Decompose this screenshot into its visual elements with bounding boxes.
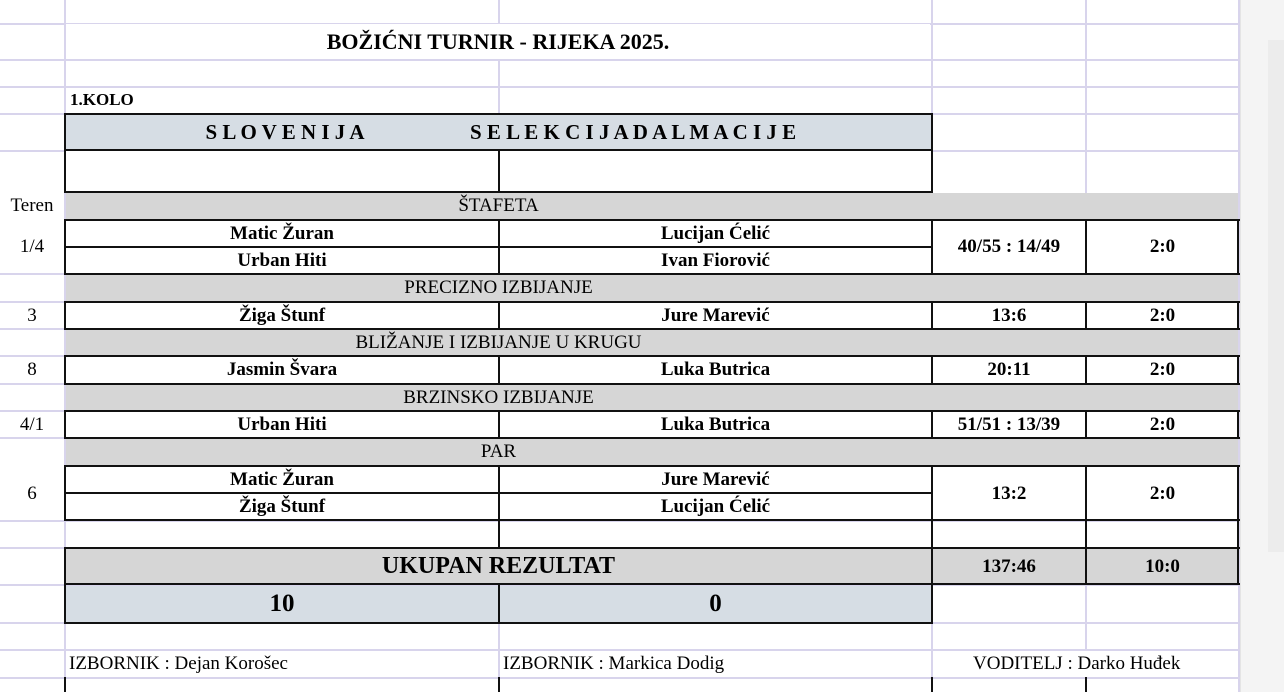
scrollbar[interactable] (1268, 40, 1284, 552)
table-border (498, 677, 500, 692)
table-border (498, 219, 500, 275)
home-player: Matic Žuran (66, 467, 498, 492)
table-border (1237, 355, 1239, 385)
table-border (931, 219, 933, 275)
away-total: 0 (500, 586, 931, 622)
match-score: 13:6 (933, 303, 1085, 328)
home-player: Matic Žuran (66, 221, 498, 246)
table-border (64, 301, 66, 330)
table-border (64, 273, 1240, 275)
total-score: 137:46 (933, 549, 1085, 584)
discipline-name: PRECIZNO IZBIJANJE (404, 277, 593, 298)
teren-label: Teren (0, 193, 64, 219)
teren-value: 3 (0, 303, 64, 328)
table-border (931, 301, 933, 330)
table-border (64, 547, 1240, 549)
home-coach: IZBORNIK : Dejan Korošec (66, 651, 496, 677)
match-points: 2:0 (1087, 467, 1238, 520)
table-border (1237, 410, 1239, 439)
match-points: 2:0 (1087, 221, 1238, 273)
home-player: Jasmin Švara (66, 357, 498, 383)
away-player: Luka Butrica (500, 412, 931, 437)
table-border (1085, 301, 1087, 330)
table-border (64, 301, 1240, 303)
table-border (1237, 301, 1239, 330)
teren-value: 6 (0, 467, 64, 520)
table-border (64, 519, 1240, 521)
table-border (931, 677, 933, 692)
grid-line (1238, 0, 1240, 692)
teren-value: 4/1 (0, 412, 64, 437)
table-border (64, 583, 1240, 585)
table-border (498, 301, 500, 330)
home-total: 10 (66, 586, 498, 622)
match-score: 51/51 : 13/39 (933, 412, 1085, 437)
match-score: 20:11 (933, 357, 1085, 383)
teren-value: 1/4 (0, 221, 64, 273)
table-border (1085, 677, 1087, 692)
table-border (64, 219, 66, 275)
table-border (64, 410, 1240, 412)
discipline-name: BRZINSKO IZBIJANJE (403, 386, 594, 408)
match-points: 2:0 (1087, 303, 1238, 328)
home-team-name: S L O V E N I J A (205, 119, 365, 144)
table-border (64, 355, 1240, 357)
table-border (498, 465, 500, 549)
table-border (64, 465, 66, 521)
table-border (64, 219, 1240, 221)
table-border (498, 355, 500, 385)
table-border (1085, 219, 1087, 275)
table-border (64, 677, 66, 692)
total-points: 10:0 (1087, 549, 1238, 584)
grid-line (0, 677, 1240, 679)
table-border (498, 149, 500, 193)
table-border (931, 355, 933, 385)
table-border (498, 583, 500, 624)
match-score: 13:2 (933, 467, 1085, 520)
grid-line (0, 59, 1240, 61)
away-player: Ivan Fiorović (500, 248, 931, 273)
home-player: Urban Hiti (66, 248, 498, 273)
away-team-name: S E L E K C I J A D A L M A C I J E (470, 119, 797, 144)
home-player: Žiga Štunf (66, 303, 498, 328)
table-border (931, 410, 933, 439)
table-border (64, 328, 1240, 330)
table-border (931, 113, 933, 193)
match-points: 2:0 (1087, 412, 1238, 437)
home-player: Žiga Štunf (66, 494, 498, 519)
table-border (64, 410, 66, 439)
table-border (1085, 410, 1087, 439)
table-border (931, 465, 933, 624)
referee: VODITELJ : Darko Huđek (933, 651, 1238, 677)
table-border (1237, 219, 1239, 275)
table-border (64, 547, 66, 624)
discipline-name: ŠTAFETA (458, 195, 539, 216)
match-score: 40/55 : 14/49 (933, 221, 1085, 273)
away-player: Luka Butrica (500, 357, 931, 383)
teren-value: 8 (0, 357, 64, 383)
table-border (64, 113, 933, 115)
table-border (64, 465, 1240, 467)
discipline-name: PAR (480, 441, 517, 462)
table-border (64, 355, 66, 385)
table-border (1085, 465, 1087, 585)
discipline-name: BLIŽANJE I IZBIJANJE U KRUGU (355, 331, 642, 353)
table-border (1085, 355, 1087, 385)
match-points: 2:0 (1087, 357, 1238, 383)
round-label: 1.KOLO (66, 88, 306, 112)
table-border (64, 383, 1240, 385)
away-player: Lucijan Ćelić (500, 221, 931, 246)
total-label: UKUPAN REZULTAT (66, 549, 931, 584)
away-player: Lucijan Ćelić (500, 494, 931, 519)
table-border (64, 113, 66, 193)
table-border (64, 437, 1240, 439)
table-border (1237, 465, 1239, 585)
tournament-title: BOŽIĆNI TURNIR - RIJEKA 2025. (66, 24, 930, 59)
home-player: Urban Hiti (66, 412, 498, 437)
table-border (498, 410, 500, 439)
away-player: Jure Marević (500, 467, 931, 492)
away-player: Jure Marević (500, 303, 931, 328)
away-coach: IZBORNIK : Markica Dodig (500, 651, 929, 677)
